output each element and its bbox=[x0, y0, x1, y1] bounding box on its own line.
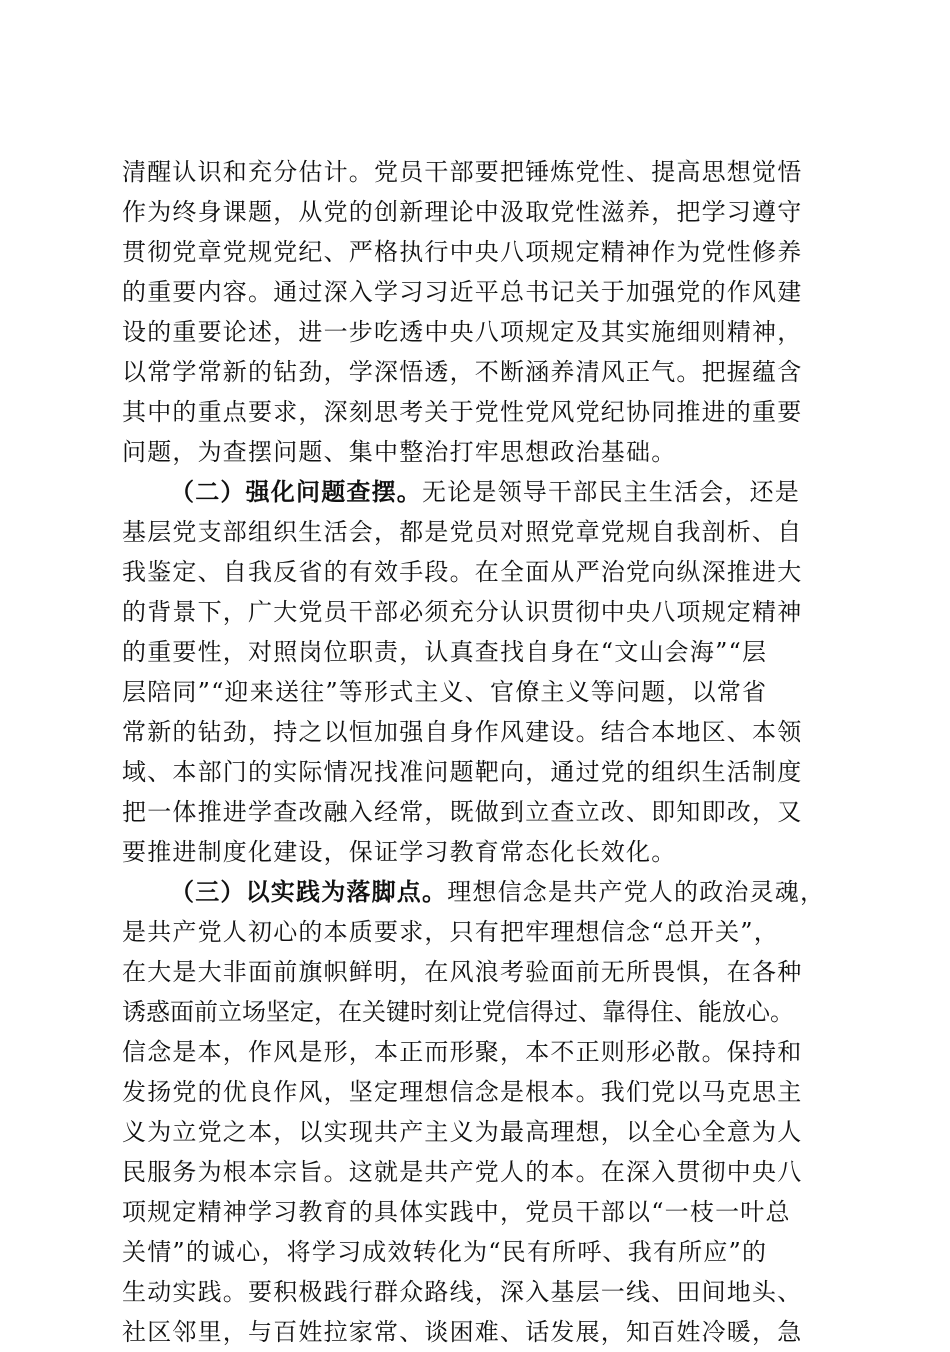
text-line: 其中的重点要求，深刻思考关于党性党风党纪协同推进的重要 bbox=[122, 398, 803, 426]
text-line: 是共产党人初心的本质要求，只有把牢理想信念“总开关”， bbox=[122, 918, 779, 946]
text-line: 问题，为查摆问题、集中整治打牢思想政治基础。 bbox=[122, 438, 677, 466]
section-heading: （三）以实践为落脚点。 bbox=[170, 877, 448, 906]
text-line: 基层党支部组织生活会，都是党员对照党章党规自我剖析、自 bbox=[122, 518, 803, 546]
text-line: 层陪同”“迎来送往”等形式主义、官僚主义等问题，以常省 bbox=[122, 678, 768, 706]
text-line: 要推进制度化建设，保证学习教育常态化长效化。 bbox=[122, 838, 677, 866]
text-line bbox=[122, 472, 828, 512]
paragraph-2 bbox=[122, 472, 828, 872]
text-line: 民服务为根本宗旨。这就是共产党人的本。在深入贯彻中央八 bbox=[122, 1158, 803, 1186]
section-heading: （二）强化问题查摆。 bbox=[170, 477, 422, 506]
paragraph-1 bbox=[122, 152, 828, 472]
text-line: 在大是大非面前旗帜鲜明，在风浪考验面前无所畏惧，在各种 bbox=[122, 958, 803, 986]
text-line: 常新的钻劲，持之以恒加强自身作风建设。结合本地区、本领 bbox=[122, 718, 803, 746]
paragraph-3 bbox=[122, 872, 828, 1352]
text-line: 发扬党的优良作风，坚定理想信念是根本。我们党以马克思主 bbox=[122, 1078, 803, 1106]
text-line: 的背景下，广大党员干部必须充分认识贯彻中央八项规定精神 bbox=[122, 598, 803, 626]
text-line: 信念是本，作风是形，本正而形聚，本不正则形必散。保持和 bbox=[122, 1038, 803, 1066]
text-line: 义为立党之本，以实现共产主义为最高理想，以全心全意为人 bbox=[122, 1118, 803, 1146]
text-line: 诱惑面前立场坚定，在关键时刻让党信得过、靠得住、能放心。 bbox=[122, 998, 794, 1026]
text-line bbox=[122, 872, 828, 912]
heading-continuation: 无论是领导干部民主生活会，还是 bbox=[422, 478, 800, 506]
text-line: 生动实践。要积极践行群众路线，深入基层一线、田间地头、 bbox=[122, 1278, 803, 1306]
heading-continuation: 理想信念是共产党人的政治灵魂， bbox=[447, 878, 826, 906]
text-line: 清醒认识和充分估计。党员干部要把锤炼党性、提高思想觉悟 bbox=[122, 158, 803, 186]
text-line: 我鉴定、自我反省的有效手段。在全面从严治党向纵深推进大 bbox=[122, 558, 803, 586]
text-line: 的重要内容。通过深入学习习近平总书记关于加强党的作风建 bbox=[122, 278, 803, 306]
text-line: 把一体推进学查改融入经常，既做到立查立改、即知即改，又 bbox=[122, 798, 803, 826]
text-line: 以常学常新的钻劲，学深悟透，不断涵养清风正气。把握蕴含 bbox=[122, 358, 803, 386]
text-line: 社区邻里，与百姓拉家常、谈困难、话发展，知百姓冷暖，急 bbox=[122, 1318, 803, 1346]
text-line: 贯彻党章党规党纪、严格执行中央八项规定精神作为党性修养 bbox=[122, 238, 803, 266]
text-line: 域、本部门的实际情况找准问题靶向，通过党的组织生活制度 bbox=[122, 758, 803, 786]
text-line: 的重要性，对照岗位职责，认真查找自身在“文山会海”“层 bbox=[122, 638, 768, 666]
text-line: 项规定精神学习教育的具体实践中，党员干部以“一枝一叶总 bbox=[122, 1198, 791, 1226]
text-line: 作为终身课题，从党的创新理论中汲取党性滋养，把学习遵守 bbox=[122, 198, 803, 226]
text-line: 关情”的诚心，将学习成效转化为“民有所呼、我有所应”的 bbox=[122, 1238, 768, 1266]
document-body bbox=[122, 152, 828, 1352]
text-line: 设的重要论述，进一步吃透中央八项规定及其实施细则精神， bbox=[122, 318, 803, 346]
